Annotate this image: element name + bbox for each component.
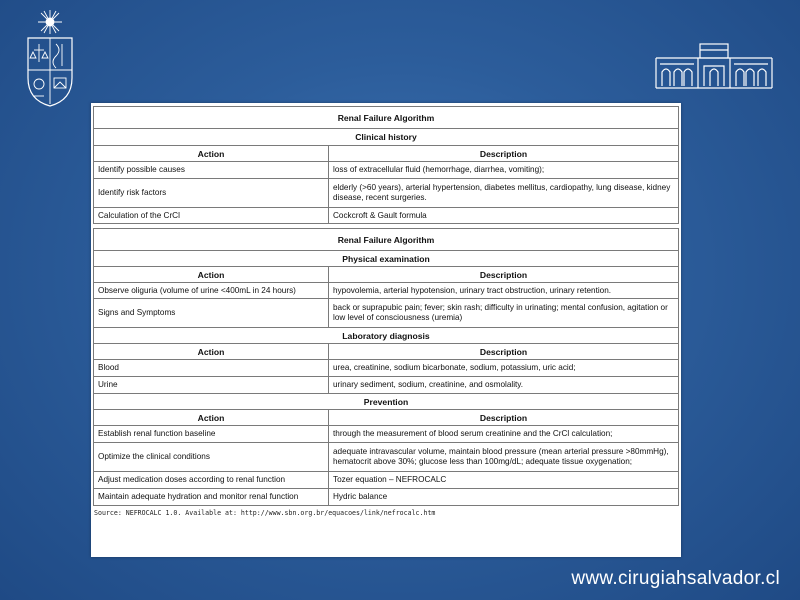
website-url: www.cirugiahsalvador.cl bbox=[571, 568, 780, 589]
column-header-description: Description bbox=[329, 410, 679, 426]
action-cell: Calculation of the CrCl bbox=[94, 208, 329, 224]
hospital-building-icon bbox=[654, 42, 774, 90]
column-header-action: Action bbox=[94, 146, 329, 162]
clinical-history-table bbox=[93, 106, 679, 224]
description-cell: Hydric balance bbox=[329, 489, 679, 506]
description-cell: loss of extracellular fluid (hemorrhage, diarrhea, vomiting); bbox=[329, 162, 679, 179]
action-cell: Blood bbox=[94, 360, 329, 377]
table-title: Renal Failure Algorithm bbox=[94, 229, 679, 251]
section-heading: Laboratory diagnosis bbox=[94, 328, 679, 344]
action-cell: Observe oliguria (volume of urine <400mL in 24 hours) bbox=[94, 283, 329, 299]
section-heading: Physical examination bbox=[94, 251, 679, 267]
action-cell: Urine bbox=[94, 377, 329, 394]
description-cell: urinary sediment, sodium, creatinine, and osmolality. bbox=[329, 377, 679, 394]
source-note: Source: NEFROCALC 1.0. Available at: http://www.sbn.org.br/equacoes/link/nefrocalc.htm bbox=[94, 509, 436, 517]
description-cell: Cockcroft & Gault formula bbox=[329, 208, 679, 224]
action-cell: Optimize the clinical conditions bbox=[94, 443, 329, 472]
column-header-description: Description bbox=[329, 146, 679, 162]
description-cell: elderly (>60 years), arterial hypertension, diabetes mellitus, cardiopathy, lung disease, kidney disease, recent surgeries. bbox=[329, 179, 679, 208]
description-cell: adequate intravascular volume, maintain blood pressure (mean arterial pressure >80mmHg), hematocrit above 30%; glucose less than 100mg/dL; adequate tissue oxygenation; bbox=[329, 443, 679, 472]
action-cell: Establish renal function baseline bbox=[94, 426, 329, 443]
section-heading: Clinical history bbox=[94, 129, 679, 146]
action-cell: Maintain adequate hydration and monitor renal function bbox=[94, 489, 329, 506]
table-title: Renal Failure Algorithm bbox=[94, 107, 679, 129]
description-cell: hypovolemia, arterial hypotension, urinary tract obstruction, urinary retention. bbox=[329, 283, 679, 299]
column-header-description: Description bbox=[329, 267, 679, 283]
action-cell: Identify possible causes bbox=[94, 162, 329, 179]
action-cell: Adjust medication doses according to renal function bbox=[94, 472, 329, 489]
university-crest-icon bbox=[24, 8, 76, 108]
column-header-description: Description bbox=[329, 344, 679, 360]
description-cell: back or suprapubic pain; fever; skin rash; difficulty in urinating; mental confusion, agitation or low level of consciousness (uremia) bbox=[329, 299, 679, 328]
column-header-action: Action bbox=[94, 410, 329, 426]
renal-failure-table bbox=[93, 228, 679, 506]
action-cell: Identify risk factors bbox=[94, 179, 329, 208]
description-cell: through the measurement of blood serum creatinine and the CrCl calculation; bbox=[329, 426, 679, 443]
description-cell: Tozer equation – NEFROCALC bbox=[329, 472, 679, 489]
renal-failure-document bbox=[91, 103, 681, 557]
column-header-action: Action bbox=[94, 344, 329, 360]
action-cell: Signs and Symptoms bbox=[94, 299, 329, 328]
column-header-action: Action bbox=[94, 267, 329, 283]
section-heading: Prevention bbox=[94, 394, 679, 410]
description-cell: urea, creatinine, sodium bicarbonate, sodium, potassium, uric acid; bbox=[329, 360, 679, 377]
